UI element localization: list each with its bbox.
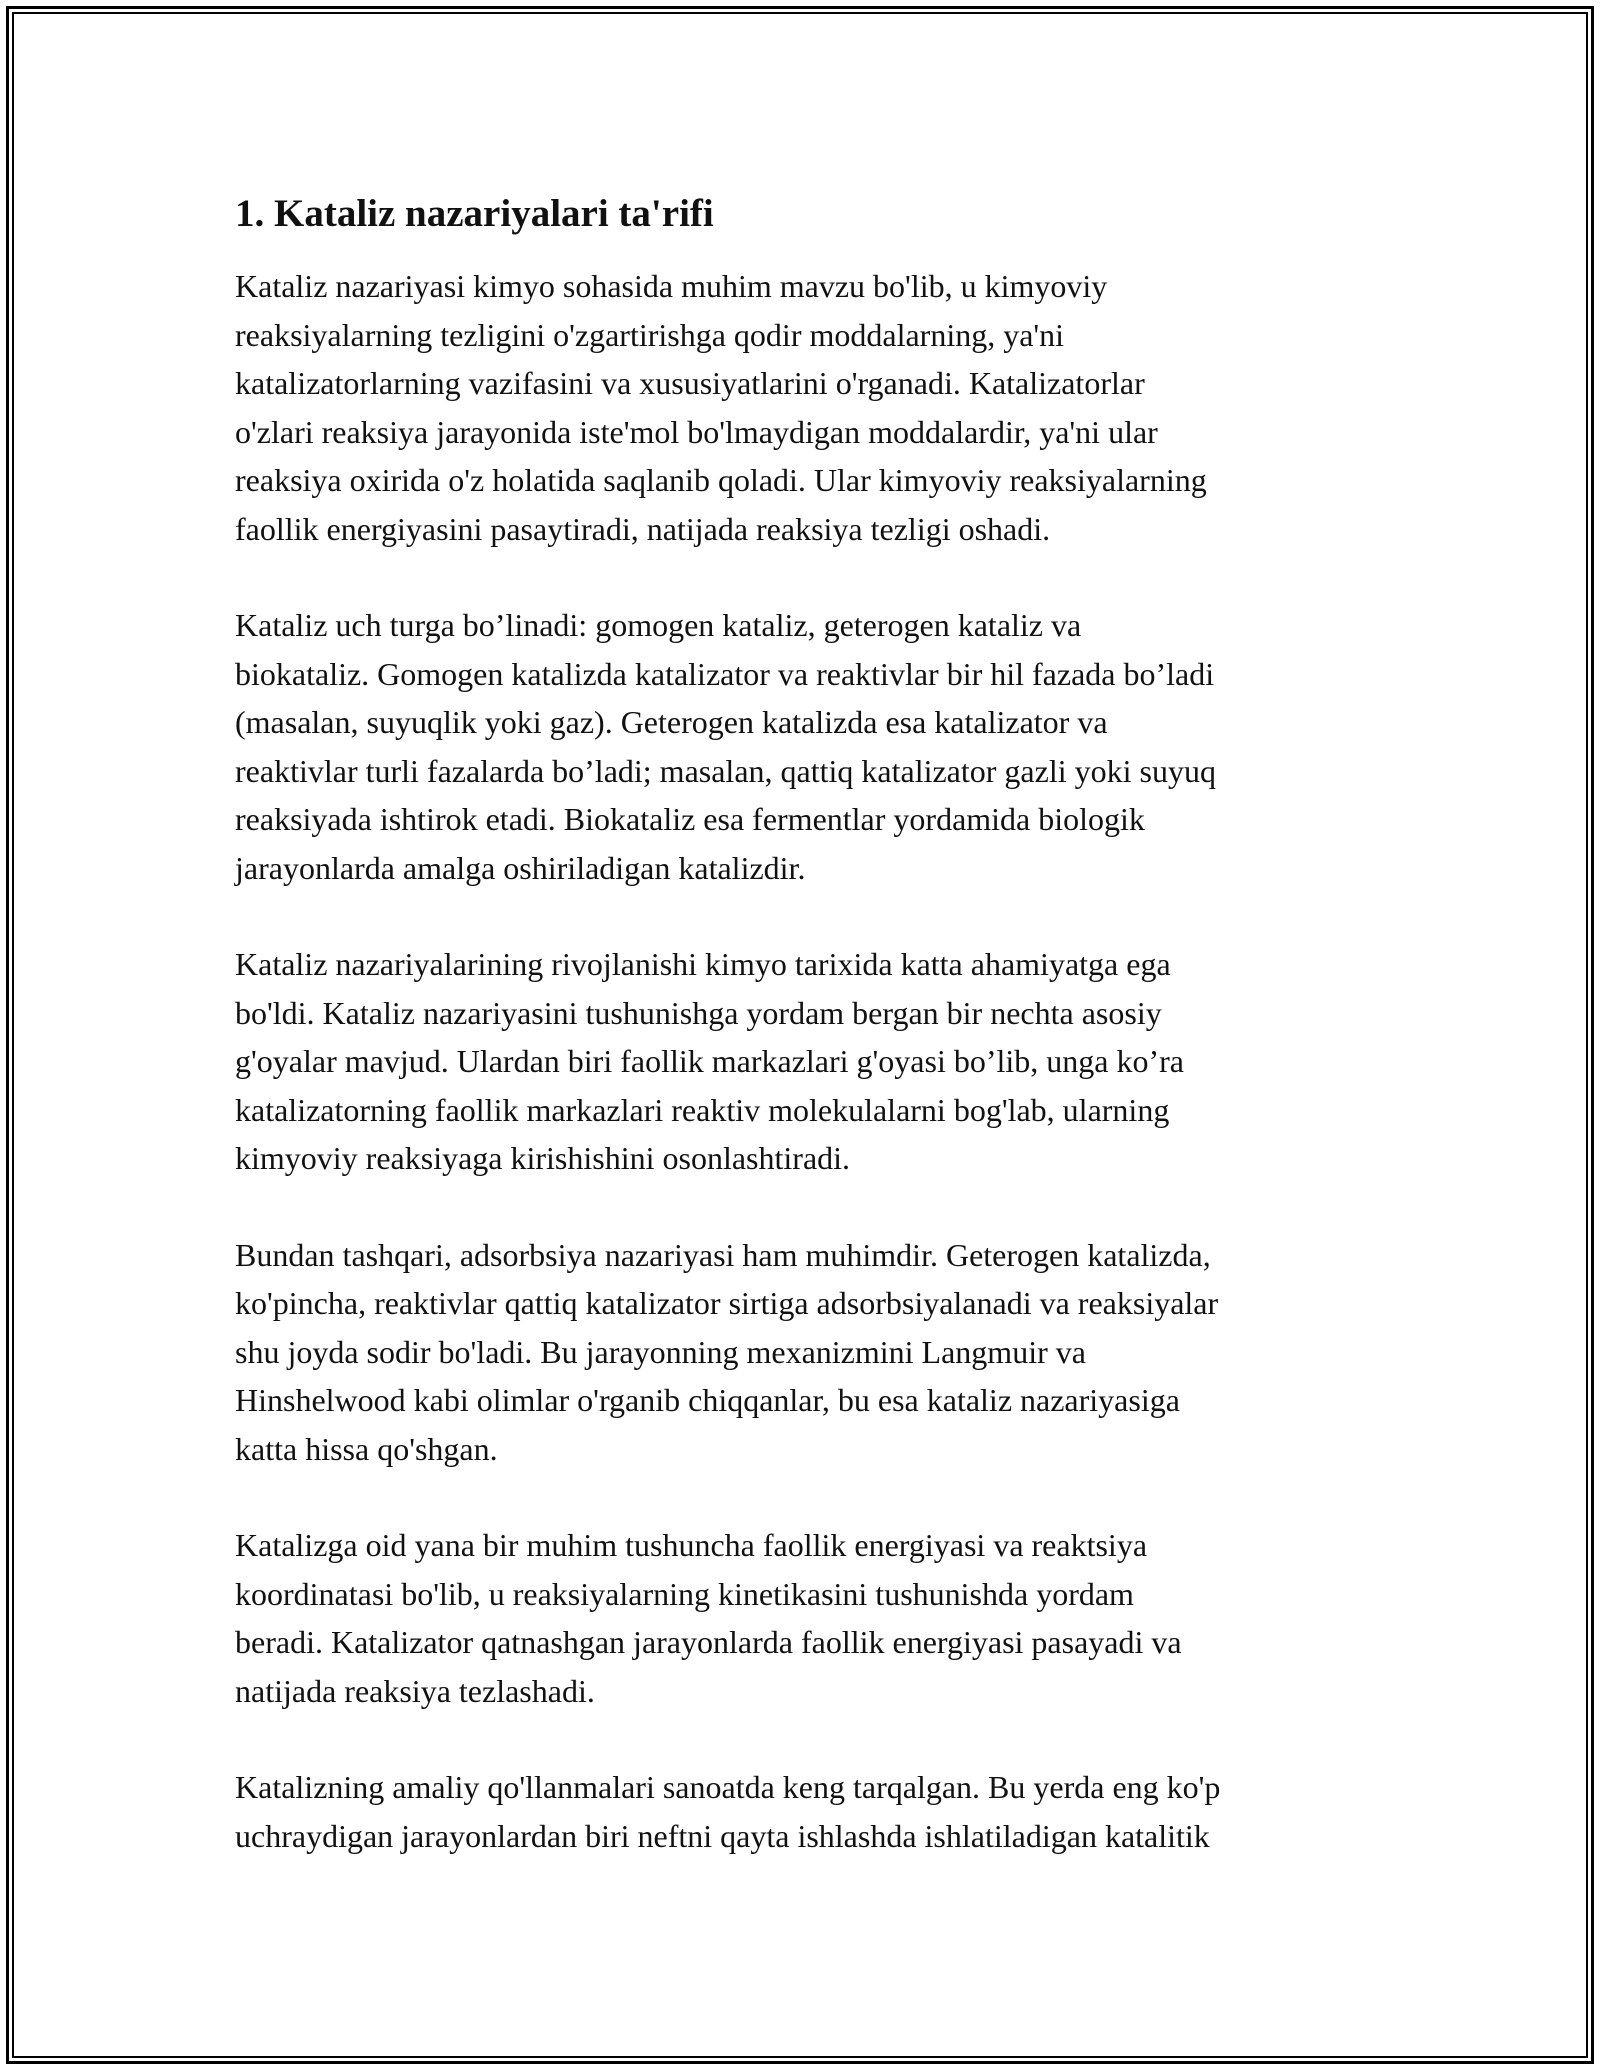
paragraph-6 [235, 1763, 1370, 1860]
text-line: koordinatasi bo'lib, u reaksiyalarning kinetikasini tushunishda yordam [235, 1575, 1134, 1612]
text-line: reaktivlar turli fazalarda bo’ladi; masalan, qattiq katalizator gazli yoki suyuq [235, 752, 1216, 789]
paragraph-2 [235, 601, 1370, 892]
text-line: Bundan tashqari, adsorbsiya nazariyasi ham muhimdir. Geterogen katalizda, [235, 1236, 1211, 1273]
text-line: katta hissa qo'shgan. [235, 1430, 498, 1467]
text-line: g'oyalar mavjud. Ulardan biri faollik markazlari g'oyasi bo’lib, unga ko’ra [235, 1043, 1184, 1079]
text-line: katalizatorning faollik markazlari reaktiv molekulalarni bog'lab, ularning [235, 1091, 1170, 1128]
text-line: jarayonlarda amalga oshiriladigan katalizdir. [235, 849, 806, 886]
text-line: Katalizning amaliy qo'llanmalari sanoatda keng tarqalgan. Bu yerda eng ko'p [235, 1769, 1221, 1805]
text-line: faollik energiyasini pasaytiradi, natijada reaksiya tezligi oshadi. [235, 510, 1051, 547]
section-heading: 1. Kataliz nazariyalari ta'rifi [235, 192, 714, 235]
text-line: kimyoviy reaksiyaga kirishishini osonlashtiradi. [235, 1140, 851, 1176]
text-line: ko'pincha, reaktivlar qattiq katalizator sirtiga adsorbsiyalanadi va reaksiyalar [235, 1285, 1219, 1321]
text-line: Katalizga oid yana bir muhim tushuncha faollik energiyasi va reaktsiya [235, 1527, 1148, 1563]
paragraph-1 [235, 262, 1370, 553]
text-line: reaksiya oxirida o'z holatida saqlanib qoladi. Ular kimyoviy reaksiyalarning [235, 462, 1207, 498]
text-line: katalizatorlarning vazifasini va xususiyatlarini o'rganadi. Katalizatorlar [235, 365, 1145, 401]
document-body [235, 186, 1370, 1908]
paragraph-3 [235, 940, 1370, 1183]
text-line: o'zlari reaksiya jarayonida iste'mol bo'lmaydigan moddalardir, ya'ni ular [235, 413, 1158, 450]
text-line: bo'ldi. Kataliz nazariyasini tushunishga yordam bergan bir nechta asosiy [235, 994, 1162, 1031]
text-line: Kataliz nazariyalarining rivojlanishi kimyo tarixida katta ahamiyatga ega [235, 946, 1171, 982]
text-line: reaksiyalarning tezligini o'zgartirishga qodir moddalarning, ya'ni [235, 316, 1065, 353]
text-line: natijada reaksiya tezlashadi. [235, 1672, 595, 1709]
text-line: Hinshelwood kabi olimlar o'rganib chiqqanlar, bu esa kataliz nazariyasiga [235, 1382, 1180, 1418]
text-line: (masalan, suyuqlik yoki gaz). Geterogen katalizda esa katalizator va [235, 704, 1108, 740]
paragraph-4 [235, 1231, 1370, 1474]
text-line: shu joyda sodir bo'ladi. Bu jarayonning mexanizmini Langmuir va [235, 1333, 1086, 1370]
text-line: reaksiyada ishtirok etadi. Biokataliz esa fermentlar yordamida biologik [235, 801, 1145, 837]
text-line: uchraydigan jarayonlardan biri neftni qayta ishlashda ishlatiladigan katalitik [235, 1817, 1210, 1854]
text-line: biokataliz. Gomogen katalizda katalizator va reaktivlar bir hil fazada bo’ladi [235, 655, 1215, 692]
text-line: Kataliz nazariyasi kimyo sohasida muhim mavzu bo'lib, u kimyoviy [235, 268, 1108, 304]
paragraph-5 [235, 1521, 1370, 1715]
text-line: beradi. Katalizator qatnashgan jarayonlarda faollik energiyasi pasayadi va [235, 1624, 1182, 1660]
text-line: Kataliz uch turga bo’linadi: gomogen kataliz, geterogen kataliz va [235, 607, 1082, 643]
